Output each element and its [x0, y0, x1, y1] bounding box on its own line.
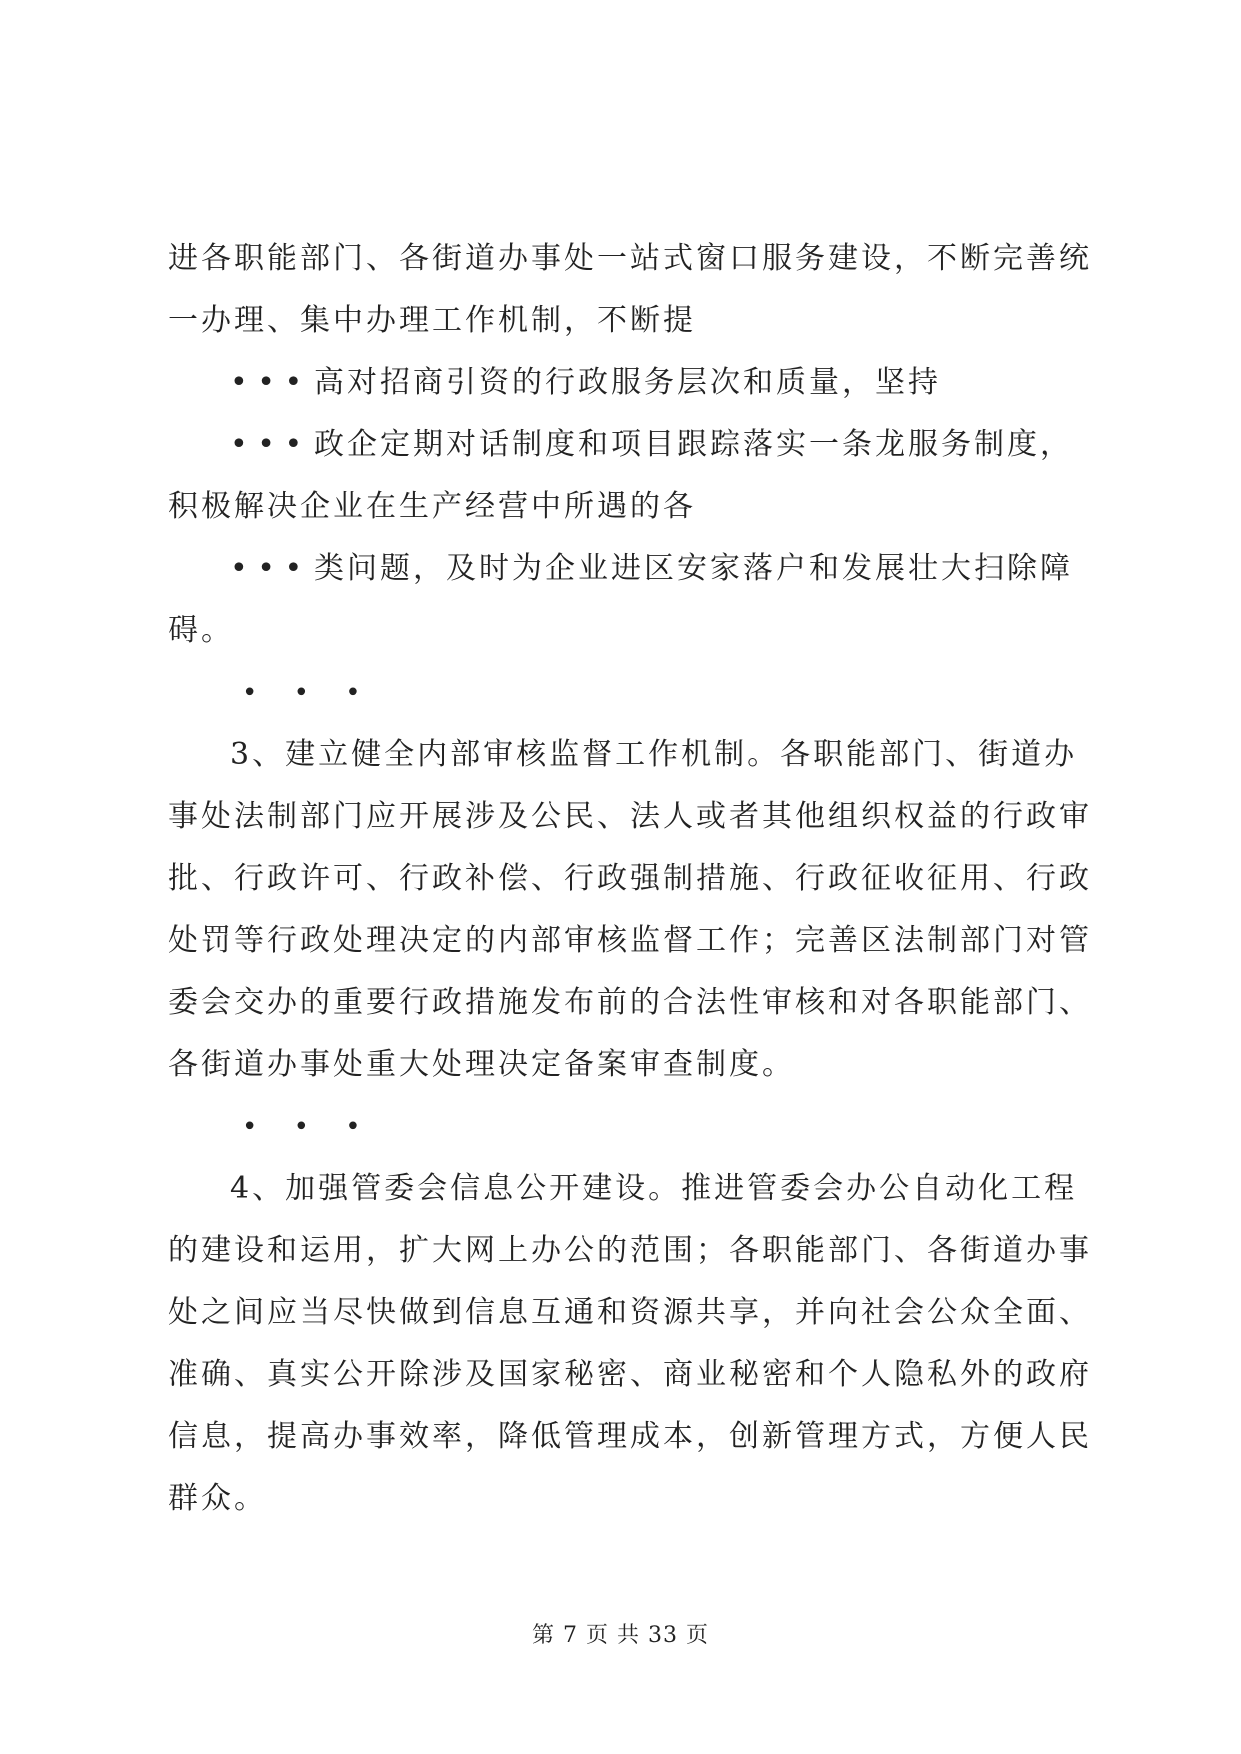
paragraph-line: 批、行政许可、行政补偿、行政强制措施、行政征收征用、行政	[168, 861, 1092, 896]
bullet-line	[168, 414, 1088, 476]
section-3-heading-line: 3、建立健全内部审核监督工作机制。各职能部门、街道办	[230, 737, 1078, 772]
document-body	[168, 228, 1092, 1530]
bullet-text: 类问题，及时为企业进区安家落户和发展壮大扫除障	[314, 551, 1073, 586]
bullet-dots: • • •	[230, 551, 303, 586]
paragraph-line: 的建设和运用，扩大网上办公的范围；各职能部门、各街道办事	[168, 1233, 1092, 1268]
paragraph-line: 信息，提高办事效率，降低管理成本，创新管理方式，方便人民	[168, 1419, 1092, 1454]
paragraph-line: 群众。	[168, 1481, 267, 1516]
page-number: 第 7 页 共 33 页	[532, 1623, 709, 1648]
bullet-line	[168, 538, 1088, 600]
bullet-line	[168, 352, 1088, 414]
paragraph-line: 准确、真实公开除涉及国家秘密、商业秘密和个人隐私外的政府	[168, 1357, 1092, 1392]
bullet-text: 政企定期对话制度和项目跟踪落实一条龙服务制度，	[314, 427, 1073, 462]
paragraph-line: 事处法制部门应开展涉及公民、法人或者其他组织权益的行政审	[168, 799, 1092, 834]
paragraph-line: 各街道办事处重大处理决定备案审查制度。	[168, 1047, 795, 1082]
paragraph-line: 积极解决企业在生产经营中所遇的各	[168, 489, 696, 524]
paragraph-line: 碍。	[168, 613, 234, 648]
section-4-heading-line: 4、加强管委会信息公开建设。推进管委会办公自动化工程	[230, 1171, 1078, 1206]
paragraph-line: 处罚等行政处理决定的内部审核监督工作；完善区法制部门对管	[168, 923, 1092, 958]
bullet-dots: • • •	[230, 365, 303, 400]
bullet-dots: • • •	[230, 427, 303, 462]
paragraph-line: 进各职能部门、各街道办事处一站式窗口服务建设，不断完善统	[168, 241, 1092, 276]
separator-dots: • • •	[242, 678, 375, 708]
bullet-text: 高对招商引资的行政服务层次和质量，坚持	[314, 365, 941, 400]
paragraph-line: 处之间应当尽快做到信息互通和资源共享，并向社会公众全面、	[168, 1295, 1092, 1330]
paragraph-line: 一办理、集中办理工作机制，不断提	[168, 303, 696, 338]
paragraph-line: 委会交办的重要行政措施发布前的合法性审核和对各职能部门、	[168, 985, 1092, 1020]
separator-dots: • • •	[242, 1112, 375, 1142]
